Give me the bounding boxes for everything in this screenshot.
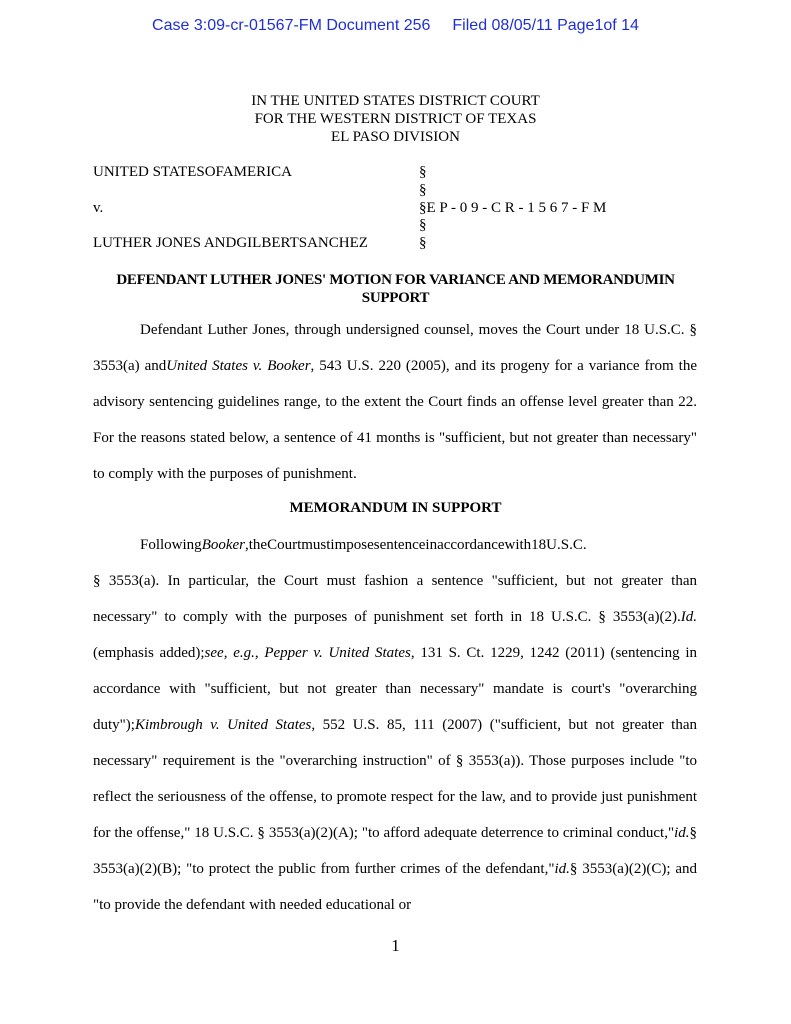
section-mark: § [419,181,427,198]
intro-paragraph: Defendant Luther Jones, through undersigned counsel, moves the Court under 18 U.S.C. § 3553(a) andUnited States v. Booker, 543 U.S. 220 (2005), and its progeny for a variance from the advisory sentencing guidelines range, to the extent the Court finds an offense level greater than 22. For the reasons stated below, a sentence of 41 months is "sufficient, but not greater than necessary" to comply with the purposes of punishment. [93,322,698,482]
page-total: of 14 [603,17,639,34]
page-number: 1 [391,936,400,955]
filed-info: Filed 08/05/11 Page [452,17,595,34]
case-caption [93,164,607,253]
case-citation: Kimbrough v. United States [134,717,312,733]
page-number-ref: 1 [594,17,604,34]
case-citation: Booker [201,537,246,553]
memorandum-heading: MEMORANDUM IN SUPPORT [289,500,502,516]
memo-paragraph: § 3553(a). In particular, the Court must fashion a sentence "sufficient, but not greater than necessary" to comply with the purposes of punishment set forth in 18 U.S.C. § 3553(a)(2).Id. (emphasis added);see, e.g., Pepper v. United States, 131 S. Ct. 1229, 1242 (2011) (sentencing in accordance with "sufficient, but not greater than necessary" mandate is court's "overarching duty");Kimbrough v. United States, 552 U.S. 85, 111 (2007) ("sufficient, but not greater than necessary" requirement is the "overarching instruction" of § 3553(a)). Those purposes include "to reflect the seriousness of the offense, to promote respect for the law, and to provide just punishment for the offense," 18 U.S.C. § 3553(a)(2)(A); "to afford adequate deterrence to criminal conduct,"id.§ 3553(a)(2)(B); "to protect the public from further crimes of the defendant,"id.§ 3553(a)(2)(C); and "to provide the defendant with needed educational or [93,573,698,913]
motion-title-line-1: DEFENDANT LUTHER JONES' MOTION FOR VARIANCE AND MEMORANDUMIN [116,272,675,288]
case-citation: United States v. Booker [166,358,311,374]
section-mark: § [419,217,427,234]
plaintiff-name: UNITED STATESOFAMERICA [93,164,292,180]
court-line-2: FOR THE WESTERN DISTRICT OF TEXAS [254,111,537,127]
court-line-3: EL PASO DIVISION [331,129,460,145]
motion-title [90,271,701,307]
case-citation: Pepper v. United States [264,645,411,661]
defendant-names: LUTHER JONES ANDGILBERTSANCHEZ [93,235,368,252]
section-mark: § [419,164,427,180]
versus: v. [93,199,104,216]
case-number: §E P - 0 9 - C R - 1 5 6 7 - F M [419,199,607,216]
section-mark: § [419,235,427,252]
case-info: Case 3:09-cr-01567-FM Document 256 [152,17,431,34]
court-heading [0,92,791,146]
memo-first-line: FollowingBooker,theCourtmustimposesentenceinaccordancewith18U.S.C. [140,537,587,553]
court-line-1: IN THE UNITED STATES DISTRICT COURT [251,93,540,109]
motion-title-line-2: SUPPORT [361,290,430,306]
ecf-header [0,17,791,35]
